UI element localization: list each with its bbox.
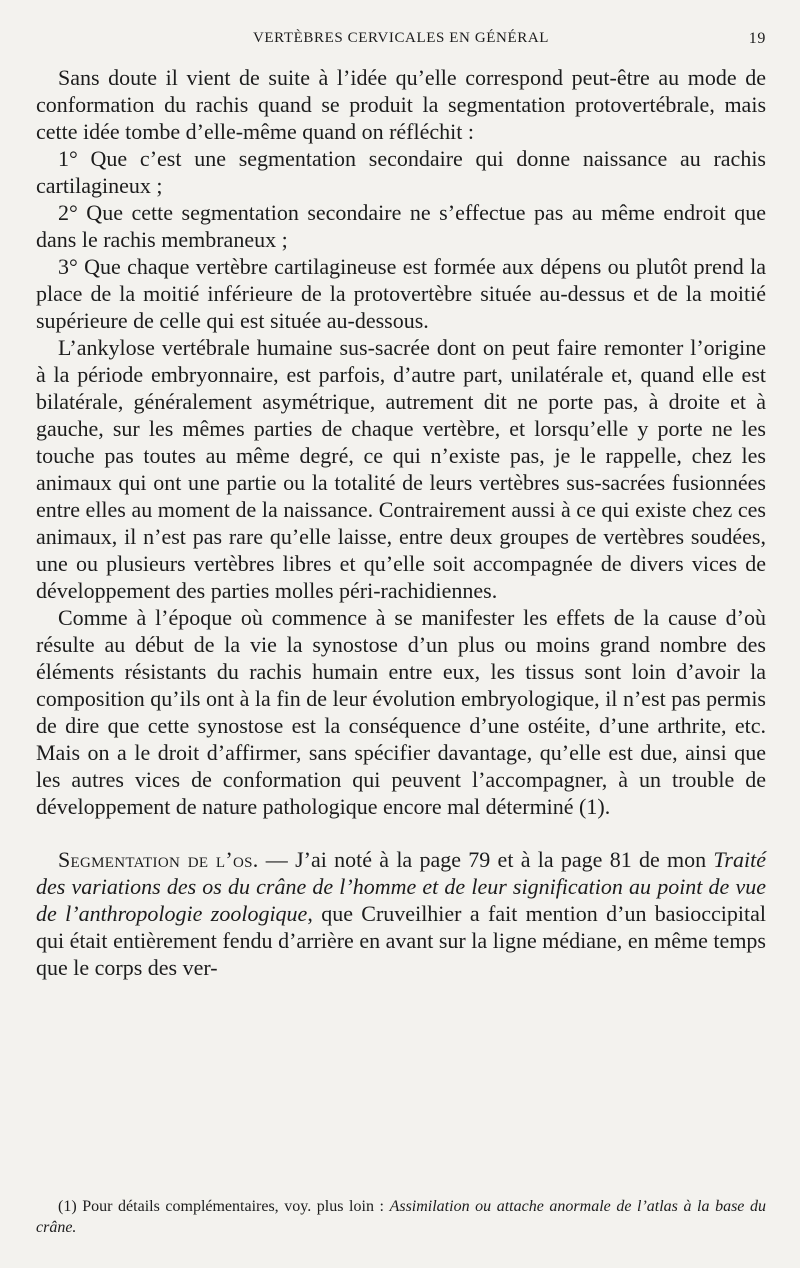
list-item-2: 2° Que cette segmentation secondaire ne s’effectue pas au même endroit que dans le rachis membraneux ; [36, 200, 766, 252]
section-text-1: — J’ai noté à la page 79 et à la page 81 de mon [258, 847, 714, 872]
running-title: VERTÈBRES CERVICALES EN GÉNÉRAL [252, 30, 550, 46]
footnote-reference: Assimilation ou attache anormale de l’atlas à la base du crâne. [36, 1198, 766, 1236]
cited-title: Traité des variations des os du crâne de l’homme et de leur signification au point de vue de l’anthropologie zoologique [36, 847, 766, 926]
footnote-text: (1) Pour détails complémentaires, voy. plus loin : [58, 1198, 390, 1215]
paragraph-intro: Sans doute il vient de suite à l’idée qu’elle correspond peut-être au mode de conformation du rachis quand se produit la segmentation protovertébrale, mais cette idée tombe d’elle-même quand on réfléchit : [36, 65, 766, 144]
section-text-2: , que Cruveilhier a fait mention d’un basioccipital qui était entièrement fendu d’arrière en avant sur la ligne médiane, en même temps que le corps des ver- [36, 901, 766, 980]
section-segmentation [36, 846, 766, 981]
list-item-1: 1° Que c’est une segmentation secondaire qui donne naissance au rachis cartilagineux ; [36, 146, 766, 198]
section-heading: Segmentation de l’os. [58, 847, 259, 872]
list-item-3: 3° Que chaque vertèbre cartilagineuse est formée aux dépens ou plutôt prend la place de la moitié inférieure de la protovertèbre située au-dessus et de la moitié supérieure de celle qui est située au-dessous. [36, 254, 766, 333]
footnote [36, 1196, 766, 1238]
page-number: 19 [748, 30, 766, 47]
paragraph-ankylose: L’ankylose vertébrale humaine sus-sacrée dont on peut faire remonter l’origine à la période embryonnaire, est parfois, d’autre part, unilatérale et, quand elle est bilatérale, généralement asymétrique, autrement dit ne porte pas, à droite et à gauche, sur les mêmes parties de chaque vertèbre, et lorsqu’elle y porte ne les touche pas toutes au même degré, ce qui n’existe pas, je le rappelle, chez les animaux qui ont une partie ou la totalité de leurs vertèbres sus-sacrées fusionnées entre elles au moment de la naissance. Contrairement aussi à ce qui existe chez ces animaux, il n’est pas rare qu’elle laisse, entre deux groupes de vertèbres soudées, une ou plusieurs vertèbres libres et qu’elle soit accompagnée de divers vices de développement des parties molles péri-rachidiennes. [36, 335, 766, 603]
paragraph-synostose: Comme à l’époque où commence à se manifester les effets de la cause d’où résulte au début de la vie la synostose d’un plus ou moins grand nombre des éléments résistants du rachis humain entre eux, les tissus sont loin d’avoir la composition qu’ils ont à la fin de leur évolution embryologique, il n’est pas permis de dire que cette synostose est la conséquence d’une ostéite, d’une arthrite, etc. Mais on a le droit d’affirmer, sans spécifier davantage, qu’elle est due, ainsi que les autres vices de conformation qui peuvent l’accompagner, à un trouble de développement de nature pathologique encore mal déterminé (1). [36, 605, 766, 819]
body-text [36, 64, 766, 981]
running-head [36, 30, 766, 54]
